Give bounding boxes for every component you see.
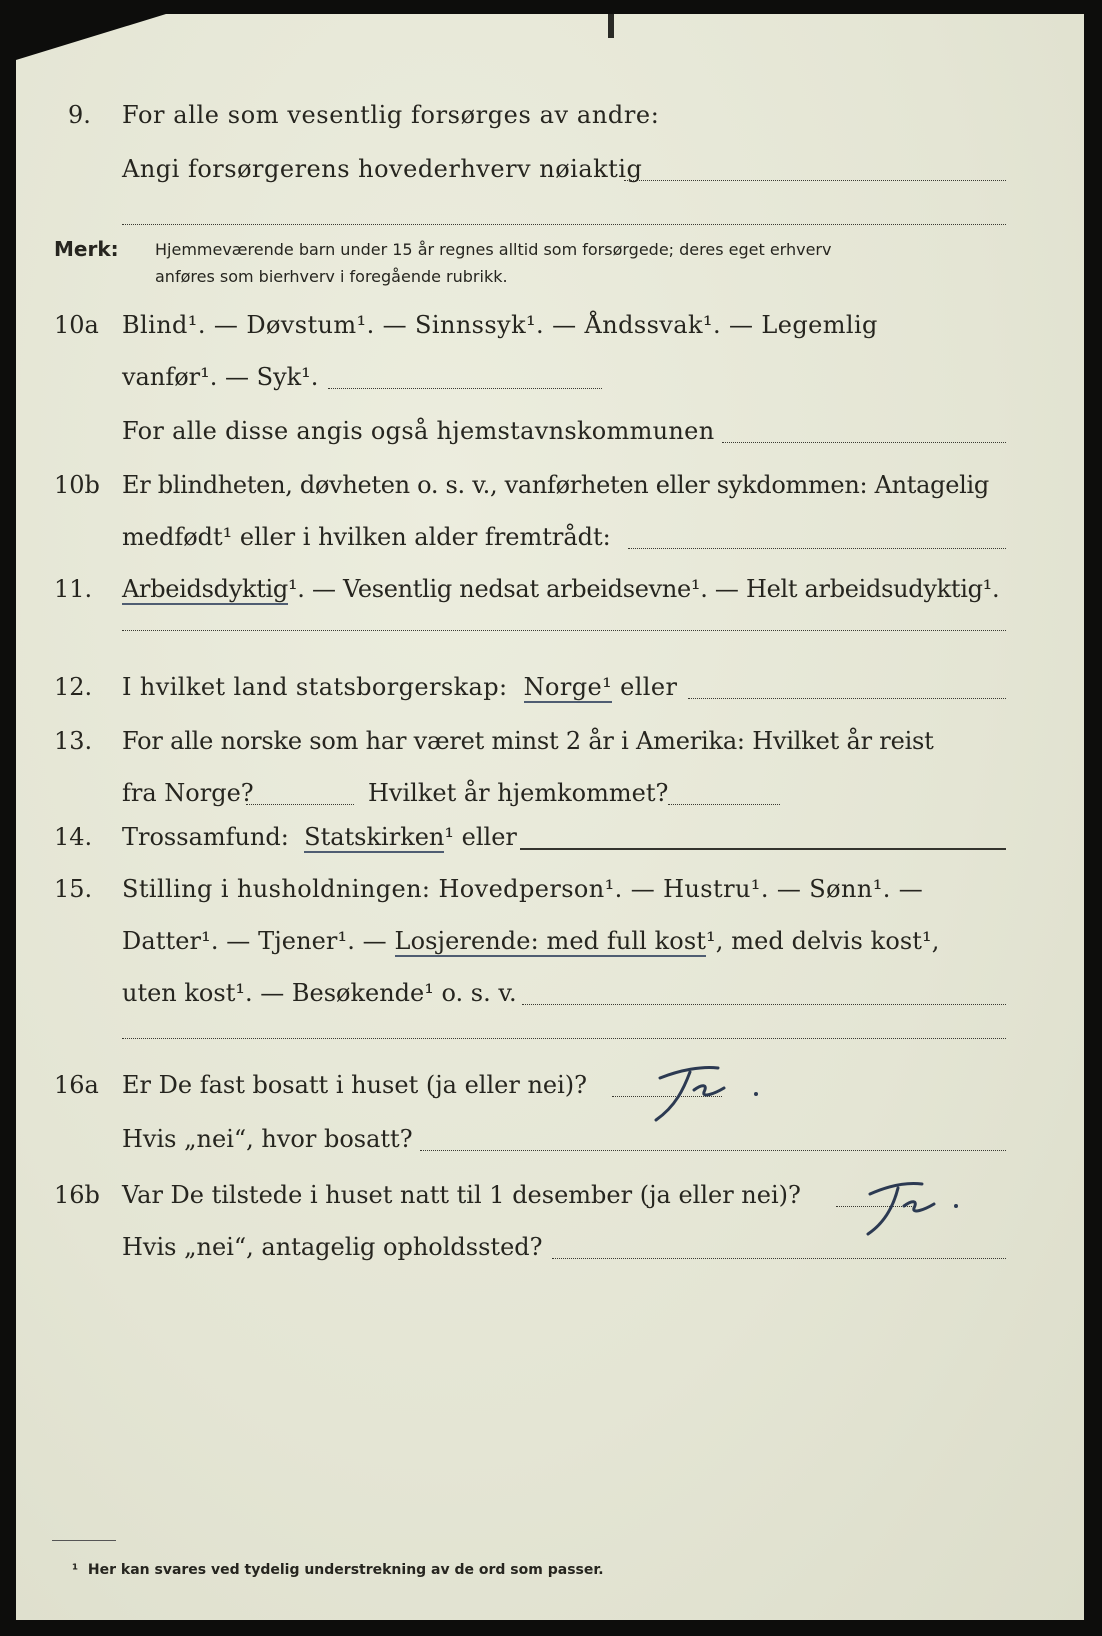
- q14-number: 14.: [54, 823, 93, 851]
- q15-line2b: ¹, med delvis kost¹,: [706, 927, 940, 955]
- q13-line2b: Hvilket år hjemkommet?: [368, 779, 669, 807]
- q10a-kommune-answer-line[interactable]: [722, 442, 1006, 443]
- q10b-line1: Er blindheten, døvheten o. s. v., vanførheten eller sykdommen: Antagelig: [122, 471, 989, 499]
- q11-arbeidsdyktig-underlined: Arbeidsdyktig: [122, 575, 288, 603]
- q12-post: eller: [620, 673, 678, 701]
- q10b-number: 10b: [54, 471, 100, 499]
- q13-line2a: fra Norge?: [122, 779, 254, 807]
- q16a-line1: Er De fast bosatt i huset (ja eller nei)?: [122, 1071, 588, 1099]
- q16a-handwritten-answer: [632, 1054, 772, 1126]
- q15-line3: uten kost¹. — Besøkende¹ o. s. v.: [122, 979, 517, 1007]
- census-form-page: [16, 14, 1084, 1620]
- q16b-opholdssted-answer-line[interactable]: [552, 1258, 1006, 1259]
- q14-statskirken-underlined: Statskirken: [304, 823, 445, 851]
- merk-label: Merk:: [54, 237, 119, 261]
- q10a-line3: For alle disse angis også hjemstavnskommunen: [122, 417, 715, 445]
- q10a-line1: Blind¹. — Døvstum¹. — Sinnssyk¹. — Åndssvak¹. — Legemlig: [122, 311, 878, 339]
- q14-line: [122, 822, 517, 852]
- q14-post: ¹ eller: [444, 823, 517, 851]
- q14-pre: Trossamfund:: [122, 823, 289, 851]
- q16a-line2: Hvis „nei“, hvor bosatt?: [122, 1125, 413, 1153]
- q10a-syk-answer-line[interactable]: [328, 388, 602, 389]
- q12-number: 12.: [54, 673, 93, 701]
- q16a-bosatt-answer-line[interactable]: [420, 1150, 1006, 1151]
- q15-line2a: Datter¹. — Tjener¹. —: [122, 927, 387, 955]
- q12-answer-line[interactable]: [688, 698, 1006, 699]
- footnote: [72, 1560, 604, 1580]
- q16b-number: 16b: [54, 1181, 100, 1209]
- q16b-handwritten-answer: [846, 1172, 976, 1242]
- q15-extra-line[interactable]: [122, 1038, 1006, 1039]
- q12-pre: I hvilket land statsborgerskap:: [122, 673, 508, 701]
- q10b-line2: medfødt¹ eller i hvilken alder fremtrådt:: [122, 523, 611, 551]
- merk-line1: Hjemmeværende barn under 15 år regnes alltid som forsørgede; deres eget erhverv: [155, 240, 832, 259]
- q12-norge-underlined: Norge¹: [523, 673, 613, 701]
- q11-number: 11.: [54, 575, 93, 603]
- q11-rest: ¹. — Vesentlig nedsat arbeidsevne¹. — Helt arbeidsudyktig¹.: [287, 575, 1000, 603]
- q9-extra-line[interactable]: [122, 224, 1006, 225]
- page-notch: [608, 14, 614, 38]
- q11-extra-line[interactable]: [122, 630, 1006, 631]
- q15-line1: Stilling i husholdningen: Hovedperson¹. — Hustru¹. — Sønn¹. —: [122, 875, 924, 903]
- q10a-line2: vanfør¹. — Syk¹.: [122, 363, 319, 391]
- q10b-answer-line[interactable]: [628, 548, 1006, 549]
- q16a-number: 16a: [54, 1071, 99, 1099]
- footnote-text: Her kan svares ved tydelig understrekning av de ord som passer.: [87, 1562, 604, 1578]
- q9-number: 9.: [68, 101, 91, 129]
- footnote-separator: [52, 1540, 116, 1541]
- q13-line1: For alle norske som har været minst 2 år i Amerika: Hvilket år reist: [122, 727, 934, 755]
- q13-number: 13.: [54, 727, 93, 755]
- q13-reist-answer-line[interactable]: [246, 804, 354, 805]
- folded-corner: [16, 14, 166, 60]
- q13-hjemkommet-answer-line[interactable]: [668, 804, 780, 805]
- q16b-line2: Hvis „nei“, antagelig opholdssted?: [122, 1233, 543, 1261]
- q12-line: [122, 672, 677, 702]
- q11-line: [122, 574, 999, 604]
- q14-answer-line[interactable]: [520, 848, 1006, 850]
- q15-answer-line[interactable]: [522, 1004, 1006, 1005]
- q9-line1: For alle som vesentlig forsørges av andre:: [122, 101, 660, 129]
- q9-answer-line[interactable]: [624, 180, 1006, 181]
- q10a-number: 10a: [54, 311, 99, 339]
- q15-number: 15.: [54, 875, 93, 903]
- footnote-mark: ¹: [72, 1562, 79, 1578]
- q16b-line1: Var De tilstede i huset natt til 1 desember (ja eller nei)?: [122, 1181, 801, 1209]
- q15-line2: [122, 926, 940, 956]
- merk-line2: anføres som bierhverv i foregående rubrikk.: [155, 267, 508, 286]
- q9-line2: Angi forsørgerens hovederhverv nøiaktig: [122, 155, 643, 183]
- q15-losjerende-underlined: Losjerende: med full kost: [394, 927, 707, 955]
